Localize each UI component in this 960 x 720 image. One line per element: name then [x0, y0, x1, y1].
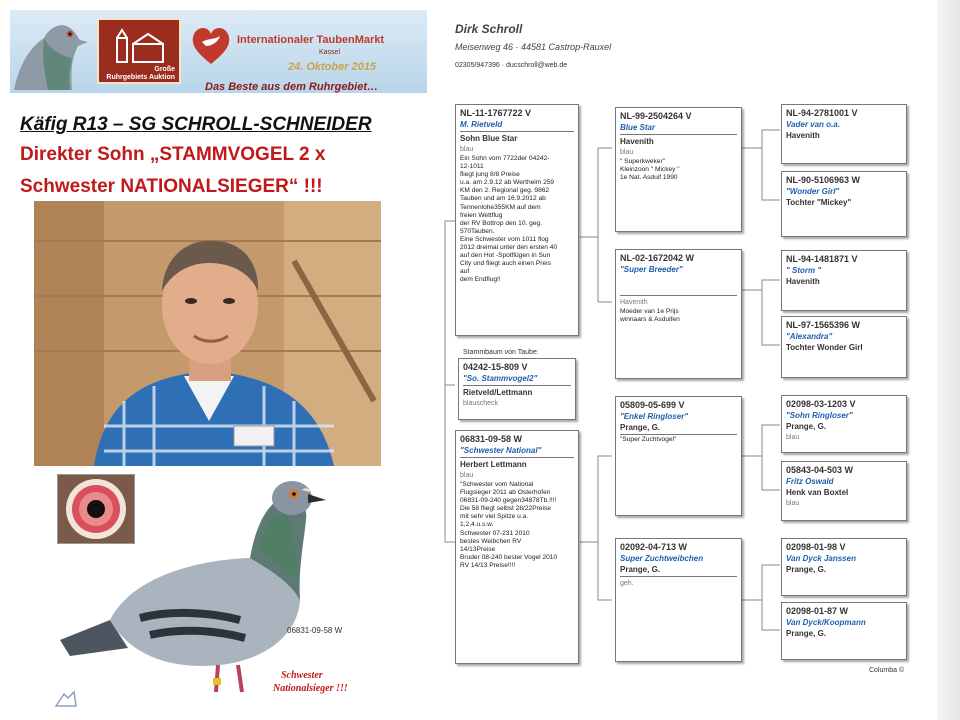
grandsire-paternal-card[interactable] — [615, 107, 742, 232]
fm-name: "Super Breeder" — [620, 265, 683, 274]
ffm-name: "Wonder Girl" — [786, 187, 840, 196]
subject-name: "So. Stammvogel2" — [463, 374, 538, 383]
banner-city: Kassel — [319, 49, 341, 56]
fmf-breeder: Havenith — [786, 277, 820, 286]
ggp-fmf-card[interactable] — [781, 250, 907, 311]
mm-color: geh. — [620, 580, 634, 587]
fff-ring: NL-94-2781001 V — [786, 108, 858, 118]
mmm-name: Van Dyck/Koopmann — [786, 618, 866, 627]
descent-line-2: Schwester NATIONALSIEGER“ !!! — [20, 176, 323, 197]
ggp-fff-card[interactable] — [781, 104, 907, 164]
ggp-mfm-card[interactable] — [781, 461, 907, 521]
subject-breeder: Rietveld/Lettmann — [463, 388, 533, 397]
ffm-breeder: Tochter "Mickey" — [786, 198, 852, 207]
banner-date: 24. Oktober 2015 — [288, 61, 377, 73]
pigeon-caption-line-1: Schwester — [281, 670, 323, 681]
card-divider — [620, 576, 737, 577]
ggp-ffm-card[interactable] — [781, 171, 907, 237]
subject-label: Stammbaum von Taube: — [463, 349, 539, 356]
fmm-name: "Alexandra" — [786, 332, 833, 341]
stamp-icon — [54, 688, 78, 708]
mff-color: blau — [786, 434, 800, 441]
subject-ring: 04242-15-809 V — [463, 362, 528, 372]
fff-name: Vader van o.a. — [786, 120, 840, 129]
mother-breeder: Herbert Lettmann — [460, 460, 527, 469]
mmf-name: Van Dyck Janssen — [786, 554, 856, 563]
mmf-breeder: Prange, G. — [786, 565, 827, 574]
mmm-ring: 02098-01-87 W — [786, 606, 849, 616]
mf-breeder: Prange, G. — [620, 423, 661, 432]
banner-title: Internationaler TaubenMarkt — [237, 34, 385, 46]
mother-card[interactable] — [455, 430, 579, 664]
mm-ring: 02092-04-713 W — [620, 542, 688, 552]
pedigree-owner: Dirk Schroll — [455, 22, 523, 36]
mf-notes: "Super Zuchtvogel" — [620, 436, 677, 443]
fff-breeder: Havenith — [786, 131, 820, 140]
fmm-ring: NL-97-1565396 W — [786, 320, 861, 330]
father-color: blau — [460, 146, 474, 153]
father-notes: Ein Sohn vom 7722der 04242- 12-1011 fliegt jung 8/8 Preise u.a. am 2.9.12 ab Wertheim 259 KM den 2. Regional geg. 9862 Tauben und am 16.9.2012 ab Tennenlohe355KM auf dem freien Wettflug der RV Bottrop den 10. geg. 570Tauben. Eine Schwester vom 1011 flog 2012 dreimal unter den ersten 40 auf den Hot -Spotflügen in Sun City und fliegt auch einen Preis auf dem Endflug!! — [460, 155, 558, 284]
mff-breeder: Prange, G. — [786, 422, 827, 431]
ff-breeder: Havenith — [620, 137, 654, 146]
banner-tagline: Das Beste aus dem Ruhrgebiet… — [205, 81, 378, 93]
descent-line-1: Direkter Sohn „STAMMVOGEL 2 x — [20, 144, 326, 165]
cage-headline: Käfig R13 – SG SCHROLL-SCHNEIDER — [20, 114, 372, 135]
pedigree-contact: 02305/947396 · ducschroll@web.de — [455, 62, 568, 69]
breeder-photo — [34, 201, 381, 466]
mother-ring: 06831-09-58 W — [460, 434, 523, 444]
logo-line-2: Ruhrgebiets Auktion — [106, 74, 175, 81]
mother-notes: "Schwester vom National Flugsieger 2011 ab Osterhofen 06831-09-240 gegen34878Tb.!!!! Die 58 fliegt selbst 28/22Preise mit sehr viel Spitze u.a. 1,2,4.u.s.w. Schwester 07-231 2010 bestes Weibchen RV 14/13Preise Bruder 08-240 bester Vogel 2010 RV 14/13 Preise!!!! — [460, 481, 558, 569]
ggp-fmm-card[interactable] — [781, 316, 907, 378]
fm-breeder: Havenith — [620, 299, 648, 306]
pigeon-caption-line-2: Nationalsieger !!! — [273, 683, 348, 694]
mf-ring: 05809-05-699 V — [620, 400, 685, 410]
pedigree-footer: Columba © — [869, 667, 905, 674]
mff-name: "Sohn Ringloser" — [786, 411, 853, 420]
ff-name: Blue Star — [620, 123, 656, 132]
mf-name: "Enkel Ringloser" — [620, 412, 689, 421]
pigeon-photo — [50, 470, 370, 700]
father-ring: NL-11-1767722 V — [460, 108, 532, 118]
mine-tower-icon — [109, 28, 171, 64]
mfm-ring: 05843-04-503 W — [786, 465, 854, 475]
ffm-ring: NL-90-5106963 W — [786, 175, 861, 185]
father-name: M. Rietveld — [460, 120, 503, 129]
granddam-maternal-card[interactable] — [615, 538, 742, 662]
fm-notes: Moeder van 1e Prijs winnaars & Asduifen — [620, 308, 680, 324]
card-divider — [460, 457, 574, 458]
mm-breeder: Prange, G. — [620, 565, 661, 574]
ggp-mmm-card[interactable] — [781, 602, 907, 660]
mother-name: "Schwester National" — [460, 446, 542, 455]
page-edge-shadow — [937, 0, 960, 720]
mmf-ring: 02098-01-98 V — [786, 542, 846, 552]
grandsire-maternal-card[interactable] — [615, 396, 742, 516]
father-breeder: Sohn Blue Star — [460, 134, 518, 143]
pedigree-address: Meisenweg 46 · 44581 Castrop-Rauxel — [455, 42, 612, 52]
mother-color: blau — [460, 472, 474, 479]
mfm-color: blau — [786, 500, 800, 507]
mmm-breeder: Prange, G. — [786, 629, 827, 638]
card-divider — [620, 434, 737, 435]
subject-color: blauscheck — [463, 400, 499, 407]
fmf-ring: NL-94-1481871 V — [786, 254, 858, 264]
pigeon-head-icon — [14, 16, 94, 90]
mfm-name: Fritz Oswald — [786, 477, 834, 486]
mff-ring: 02098-03-1203 V — [786, 399, 856, 409]
card-divider — [460, 131, 574, 132]
ff-notes: " Superkweker" Kleinzoon " Mickey " 1e Nat. Asduif 1990 — [620, 158, 680, 182]
mm-name: Super Zuchtweibchen — [620, 554, 704, 563]
granddam-paternal-card[interactable] — [615, 249, 742, 379]
card-divider — [463, 385, 571, 386]
card-divider — [620, 134, 737, 135]
ff-color: blau — [620, 149, 634, 156]
fmf-name: " Storm " — [786, 266, 822, 275]
ff-ring: NL-99-2504264 V — [620, 111, 692, 121]
mfm-breeder: Henk van Boxtel — [786, 488, 849, 497]
fm-ring: NL-02-1672042 W — [620, 253, 695, 263]
ggp-mff-card[interactable] — [781, 395, 907, 453]
card-divider — [620, 295, 737, 296]
heart-dove-icon — [188, 22, 234, 68]
ggp-mmf-card[interactable] — [781, 538, 907, 596]
fmm-breeder: Tochter Wonder Girl — [786, 343, 863, 352]
logo-line-1: Große — [154, 66, 175, 73]
subject-card[interactable] — [458, 358, 576, 420]
pigeon-ring-label: 06831-09-58 W — [287, 626, 343, 635]
auction-logo — [97, 18, 181, 84]
father-card[interactable] — [455, 104, 579, 336]
